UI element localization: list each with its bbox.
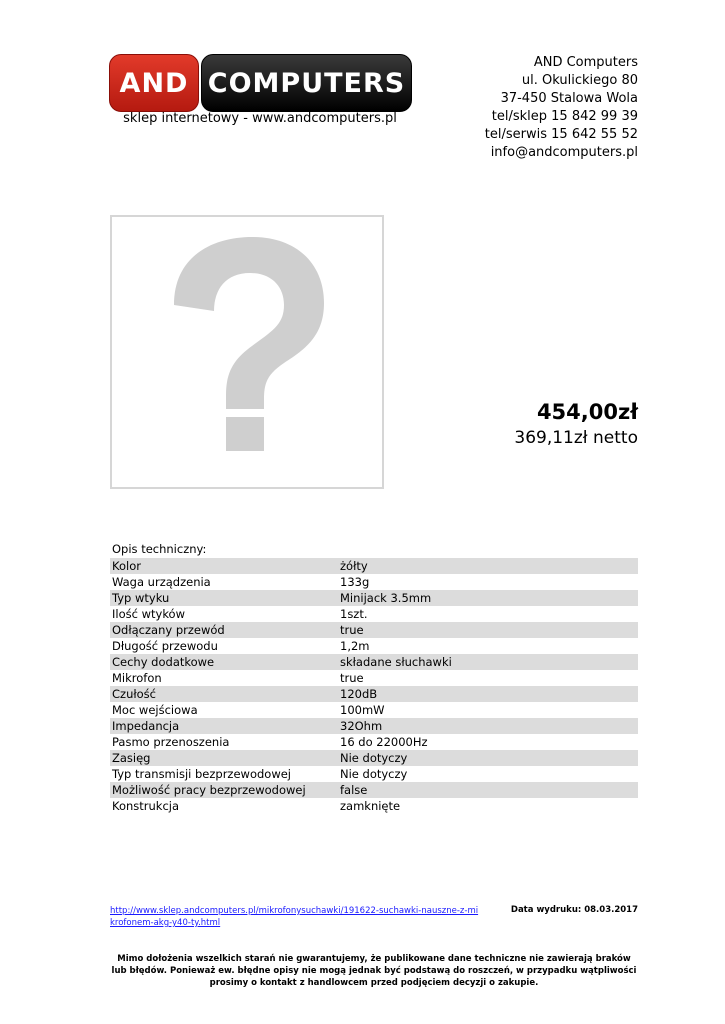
company-email: info@andcomputers.pl bbox=[490, 145, 638, 160]
spec-value: żółty bbox=[338, 558, 638, 574]
company-phone-shop: tel/sklep 15 842 99 39 bbox=[491, 109, 638, 124]
spec-value: Nie dotyczy bbox=[340, 767, 408, 781]
spec-label: Ilość wtyków bbox=[112, 607, 186, 621]
spec-label: Kolor bbox=[110, 558, 338, 574]
spec-value: 100mW bbox=[340, 703, 385, 717]
specs-title: Opis techniczny: bbox=[112, 542, 207, 556]
specs-table bbox=[110, 558, 638, 814]
table-row bbox=[110, 558, 638, 574]
spec-value: składane słuchawki bbox=[338, 654, 638, 670]
price-block bbox=[514, 398, 638, 450]
spec-value: true bbox=[338, 622, 638, 638]
spec-value: Minijack 3.5mm bbox=[338, 590, 638, 606]
spec-label: Moc wejściowa bbox=[112, 703, 198, 717]
spec-value: 120dB bbox=[338, 686, 638, 702]
spec-value: 16 do 22000Hz bbox=[340, 735, 428, 749]
spec-label: Waga urządzenia bbox=[112, 575, 211, 589]
table-row bbox=[110, 574, 638, 590]
spec-label: Konstrukcja bbox=[112, 799, 180, 813]
spec-value: 32Ohm bbox=[338, 718, 638, 734]
table-row bbox=[110, 590, 638, 606]
spec-value: false bbox=[338, 782, 638, 798]
spec-label: Odłączany przewód bbox=[110, 622, 338, 638]
table-row bbox=[110, 782, 638, 798]
spec-label: Cechy dodatkowe bbox=[110, 654, 338, 670]
company-phone-service: tel/serwis 15 642 55 52 bbox=[484, 127, 638, 142]
product-image-placeholder bbox=[110, 215, 384, 489]
spec-label: Typ transmisji bezprzewodowej bbox=[112, 767, 291, 781]
company-name: AND Computers bbox=[533, 55, 638, 70]
store-logo bbox=[109, 54, 411, 112]
spec-value: true bbox=[340, 671, 364, 685]
spec-value: zamknięte bbox=[340, 799, 401, 813]
price-gross: 454,00zł bbox=[536, 400, 638, 424]
company-street: ul. Okulickiego 80 bbox=[521, 73, 638, 88]
table-row bbox=[110, 638, 638, 654]
spec-value: 1,2m bbox=[340, 639, 370, 653]
company-city: 37-450 Stalowa Wola bbox=[500, 91, 638, 106]
table-row bbox=[110, 702, 638, 718]
spec-label: Pasmo przenoszenia bbox=[112, 735, 230, 749]
table-row bbox=[110, 606, 638, 622]
spec-value: Nie dotyczy bbox=[338, 750, 638, 766]
table-row bbox=[110, 734, 638, 750]
disclaimer-text: Mimo dołożenia wszelkich starań nie gwarantujemy, że publikowane dane techniczne nie zawierają braków lub błędów. Ponieważ ew. błędne opisy nie mogą jednak być podstawą do roszczeń, w przypadku wątpliwości prosimy o kontakt z handlowcem przed podjęciem decyzji o zakupie. bbox=[111, 954, 637, 988]
price-net: 369,11zł netto bbox=[514, 428, 638, 448]
spec-label: Długość przewodu bbox=[112, 639, 218, 653]
company-info bbox=[485, 54, 638, 162]
product-url-link[interactable]: http://www.sklep.andcomputers.pl/mikrofonysuchawki/191622-suchawki-nauszne-z-mikrofonem-akg-y40-ty.html bbox=[110, 906, 479, 928]
spec-value: 1szt. bbox=[340, 607, 368, 621]
spec-label: Typ wtyku bbox=[110, 590, 338, 606]
spec-label: Zasięg bbox=[110, 750, 338, 766]
table-row bbox=[110, 766, 638, 782]
table-row bbox=[110, 798, 638, 814]
print-date: Data wydruku: 08.03.2017 bbox=[510, 905, 638, 915]
spec-value: 133g bbox=[340, 575, 370, 589]
spec-label: Impedancja bbox=[110, 718, 338, 734]
table-row bbox=[110, 670, 638, 686]
table-row bbox=[110, 686, 638, 702]
table-row bbox=[110, 718, 638, 734]
logo-computers: COMPUTERS bbox=[201, 54, 412, 112]
spec-label: Mikrofon bbox=[112, 671, 162, 685]
spec-label: Czułość bbox=[110, 686, 338, 702]
spec-label: Możliwość pracy bezprzewodowej bbox=[110, 782, 338, 798]
table-row bbox=[110, 750, 638, 766]
store-tagline: sklep internetowy - www.andcomputers.pl bbox=[123, 111, 397, 126]
logo-and: AND bbox=[109, 54, 199, 112]
table-row bbox=[110, 654, 638, 670]
question-mark-placeholder-icon bbox=[112, 217, 382, 487]
table-row bbox=[110, 622, 638, 638]
